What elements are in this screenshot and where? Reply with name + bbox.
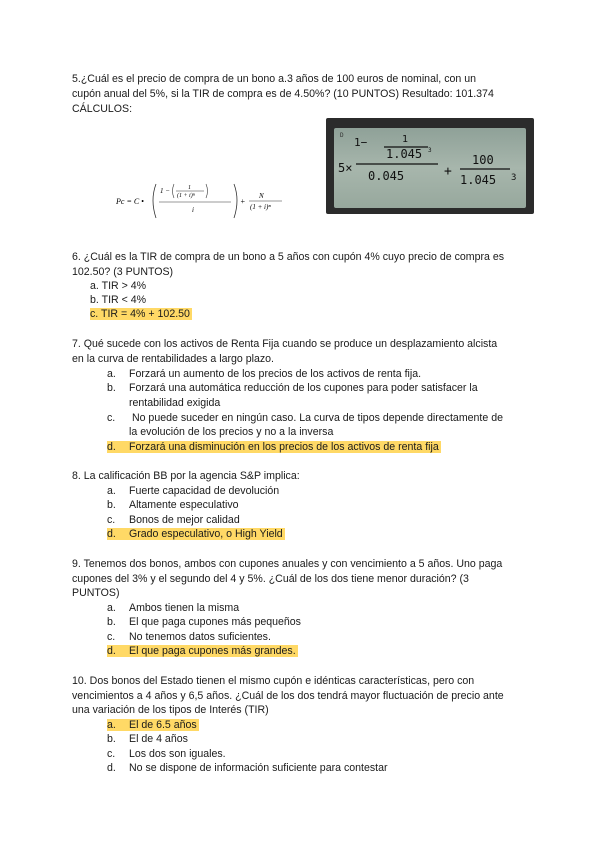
formula-one: 1 − — [160, 187, 170, 195]
q7-option-c: c. No puede suceder en ningún caso. La curva de tipos depende directamente de — [107, 412, 503, 424]
formula-inner-num: 1 — [188, 185, 191, 191]
calc-r-num: 100 — [472, 153, 494, 167]
q7-line2: en la curva de rentabilidades a largo plazo. — [72, 353, 275, 365]
q5-calculos-label: CÁLCULOS: — [72, 103, 133, 115]
q7-line1: 7. Qué sucede con los activos de Renta Fija cuando se produce un desplazamiento alcista — [72, 338, 498, 350]
q10-option-d: d. No se dispone de información suficiente para contestar — [107, 762, 388, 774]
q10-line3: una variación de los tipos de Interés (TIR) — [72, 704, 269, 716]
calc-top-frac-den: 1.045 — [386, 147, 423, 161]
q7-option-d: d. Forzará una disminución en los precios de los activos de renta fija — [107, 441, 439, 453]
bond-price-formula — [116, 176, 286, 226]
q10-option-b: b. El de 4 años — [107, 733, 188, 745]
q8-option-d: d. Grado especulativo, o High Yield — [107, 528, 283, 540]
calc-plus: + — [444, 164, 452, 179]
q10-line1: 10. Dos bonos del Estado tienen el mismo cupón e idénticas características, pero con — [72, 675, 475, 687]
q5-line2: cupón anual del 5%, si la TIR de compra es de 4.50%? (10 PUNTOS) Resultado: 101.374 — [72, 88, 494, 100]
calc-mark: D — [340, 132, 344, 139]
calc-top-frac-num: 1 — [402, 134, 409, 145]
q8-line1: 8. La calificación BB por la agencia S&P implica: — [72, 470, 300, 482]
q9-line2: cupones del 3% y el segundo del 4 y 5%. ¿Cuál de los dos tiene menor duración? (3 — [72, 573, 469, 585]
calc-r-exp: 3 — [511, 173, 517, 183]
q9-option-a: a. Ambos tienen la misma — [107, 602, 240, 614]
q7-option-c-cont: la evolución de los precios y no a la inversa — [129, 426, 334, 438]
q6-option-a: a. TIR > 4% — [90, 280, 147, 292]
q10-option-c: c. Los dos son iguales. — [107, 748, 226, 760]
q8-option-b: b. Altamente especulativo — [107, 499, 239, 511]
q6-line2: 102.50? (3 PUNTOS) — [72, 266, 174, 278]
calculator-photo — [326, 118, 534, 214]
q9-line3: PUNTOS) — [72, 587, 120, 599]
q6-line1: 6. ¿Cuál es la TIR de compra de un bono a 5 años con cupón 4% cuyo precio de compra es — [72, 251, 505, 263]
q8-option-a: a. Fuerte capacidad de devolución — [107, 485, 280, 497]
calc-mult: 5× — [338, 161, 353, 175]
calculator-screen — [334, 128, 526, 208]
formula-n-den: (1 + i)ⁿ — [250, 203, 271, 211]
q7-option-b-cont: rentabilidad exigida — [129, 397, 221, 409]
formula-lhs: Pc = C • — [116, 197, 144, 206]
q7-option-b: b. Forzará una automática reducción de los cupones para poder satisfacer la — [107, 382, 478, 394]
formula-inner-den: (1 + i)ⁿ — [177, 193, 195, 199]
calc-r-den: 1.045 — [460, 173, 497, 187]
q6-option-c: c. TIR = 4% + 102.50 — [90, 308, 190, 320]
q9-line1: 9. Tenemos dos bonos, ambos con cupones anuales y con vencimiento a 5 años. Uno paga — [72, 558, 503, 570]
calc-den: 0.045 — [368, 169, 405, 183]
q8-option-c: c. Bonos de mejor calidad — [107, 514, 240, 526]
formula-n-num: N — [259, 192, 264, 200]
q10-option-a: a. El de 6.5 años — [107, 719, 197, 731]
q6-option-b: b. TIR < 4% — [90, 294, 147, 306]
q9-option-b: b. El que paga cupones más pequeños — [107, 616, 301, 628]
calc-top-exp: 3 — [428, 147, 432, 154]
formula-den-i: i — [192, 206, 194, 214]
q7-option-a: a. Forzará un aumento de los precios de los activos de renta fija. — [107, 368, 422, 380]
formula-plus: + — [240, 197, 246, 206]
calc-top-one: 1− — [354, 136, 368, 149]
q9-option-c: c. No tenemos datos suficientes. — [107, 631, 271, 643]
q5-line1: 5.¿Cuál es el precio de compra de un bono a.3 años de 100 euros de nominal, con un — [72, 73, 477, 85]
q9-option-d: d. El que paga cupones más grandes. — [107, 645, 296, 657]
q10-line2: vencimientos a 4 años y 6,5 años. ¿Cuál de los dos tendrá mayor fluctuación de precio ante — [72, 690, 504, 702]
